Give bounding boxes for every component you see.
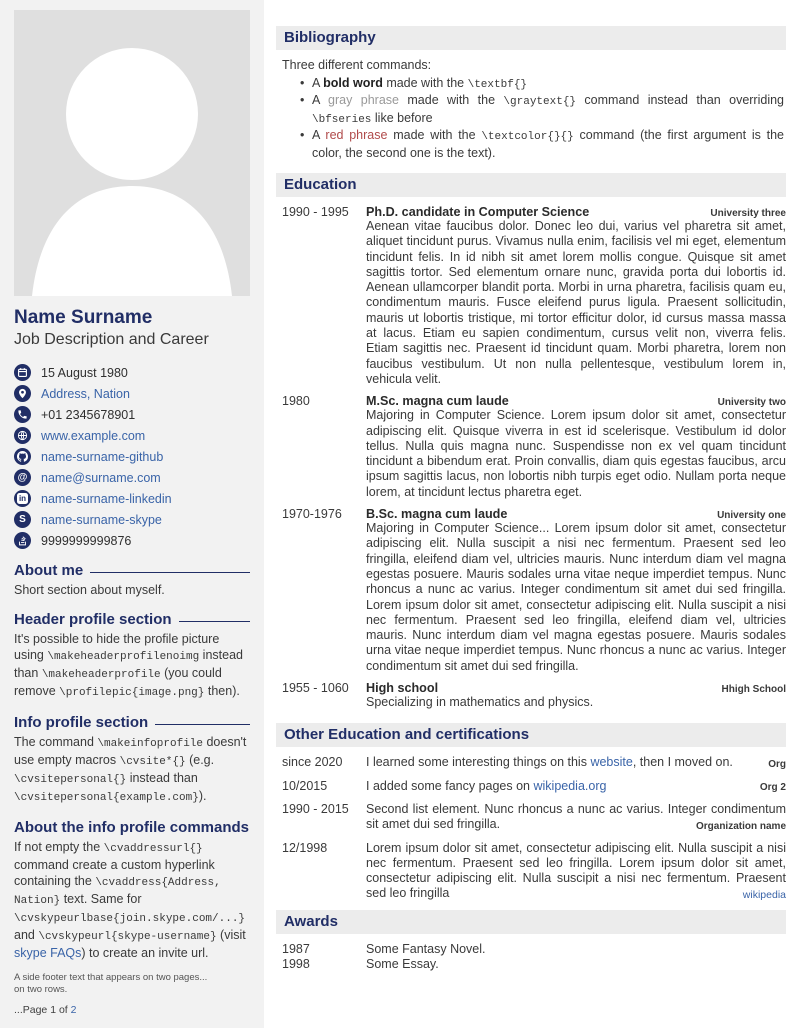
row-date: 10/2015 <box>282 778 328 793</box>
entry-description: Specializing in mathematics and physics. <box>366 695 594 710</box>
main-column <box>276 0 786 973</box>
row-text: I learned some interesting things on this website, then I moved on. <box>366 755 733 770</box>
row-organization: Organization name <box>695 820 786 832</box>
contact-linkedin <box>14 490 250 507</box>
bibliography-item: • A gray phrase made with the \graytext{} command instead than overriding \bfseries like before <box>312 93 786 128</box>
email-link[interactable]: name@surname.com <box>41 470 161 485</box>
sidebar-section-title: About me <box>14 562 250 579</box>
sidebar-section-header-profile <box>14 611 250 701</box>
section-awards <box>276 910 786 973</box>
education-entry-highschool <box>276 681 786 710</box>
section-header-awards: Awards <box>276 910 786 934</box>
row-text: I added some fancy pages on wikipedia.org <box>366 778 607 793</box>
award-row <box>276 942 786 958</box>
sidebar-section-body: It's possible to hide the profile picture using \makeheaderprofilenoimg instead than \makeheaderprofile (you could remove \profilepic{image.png} then). <box>14 632 243 699</box>
entry-date: 1990 - 1995 <box>282 205 349 219</box>
award-text: Some Fantasy Novel. <box>366 941 486 956</box>
bibliography-item: • A bold word made with the \textbf{} <box>312 76 786 94</box>
contact-stackoverflow: 9999999999876 <box>14 532 250 549</box>
award-year: 1998 <box>282 957 310 972</box>
skype-icon: S <box>14 511 31 528</box>
sidebar-section-about-me <box>14 562 250 598</box>
location-icon <box>14 385 31 402</box>
other-education-row <box>276 802 786 833</box>
github-icon <box>14 448 31 465</box>
other-education-row <box>276 779 786 794</box>
sidebar-section-body: The command \makeinfoprofile doesn't use empty macros \cvsite*{} (e.g. \cvsitepersonal{} instead than \cvsitepersonal{example.com}). <box>14 735 247 804</box>
skype-link[interactable]: name-surname-skype <box>41 512 162 527</box>
next-page-link[interactable]: 2 <box>70 1004 77 1016</box>
calendar-icon <box>14 364 31 381</box>
github-link[interactable]: name-surname-github <box>41 449 164 464</box>
contact-birthdate: 15 August 1980 <box>14 364 250 381</box>
phone-icon <box>14 406 31 423</box>
page-indicator: ...Page 1 of 2 <box>14 1004 77 1016</box>
section-header-education: Education <box>276 173 786 197</box>
sidebar <box>0 0 264 1028</box>
footer-note-line2: on two rows. <box>14 984 68 995</box>
entry-description: Majoring in Computer Science... Lorem ipsum dolor sit amet, consectetur adipiscing elit. Nulla suscipit a nisi nec fermentum. Praesent sed leo fringilla, eleifend diam vel, ultricies mauris. Nunc interdum diam vel magna egestas posuere. Mauris sodales urna vitae neque imperdiet tempus. Nunc rhoncus a nunc ac varius. Integer condimentum sit amet dui sed fringilla. Lorem ipsum dolor sit amet, consectetur adipiscing elit. Nulla suscipit a nisi nec fermentum. Praesent sed leo fringilla, eleifend diam vel, ultricies mauris. Nunc interdum diam vel magna egestas posuere. Mauris sodales urna vitae neque imperdiet tempus. Nunc rhoncus a nunc ac varius. Integer condimentum sit amet dui sed fringilla. <box>366 521 786 673</box>
section-header-bibliography: Bibliography <box>276 26 786 50</box>
education-entry-bsc <box>276 507 786 674</box>
contact-website <box>14 427 250 444</box>
sidebar-section-info-commands <box>14 819 250 961</box>
row-organization: Org <box>768 758 786 770</box>
contact-email <box>14 469 250 486</box>
bibliography-list <box>276 76 786 162</box>
education-entry-msc <box>276 394 786 500</box>
sidebar-section-title: Info profile section <box>14 714 250 731</box>
inline-link[interactable]: skype FAQs <box>14 946 82 960</box>
bibliography-intro: Three different commands: <box>282 58 432 72</box>
entry-institution: University three <box>710 208 786 219</box>
other-education-row <box>276 841 786 902</box>
row-text: Second list element. Nunc rhoncus a nunc ac varius. Integer condimentum sit amet dui sed fringilla. <box>366 801 786 832</box>
title-rule <box>179 621 250 622</box>
section-header-other-education: Other Education and certifications <box>276 723 786 747</box>
stackoverflow-icon <box>14 532 31 549</box>
contact-github <box>14 448 250 465</box>
entry-date: 1970-1976 <box>282 507 342 522</box>
section-education <box>276 173 786 710</box>
contact-skype <box>14 511 250 528</box>
linkedin-icon: in <box>14 490 31 507</box>
title-rule <box>155 724 250 725</box>
sidebar-section-body: Short section about myself. <box>14 583 165 597</box>
entry-degree: High school <box>366 681 439 696</box>
contact-phone: +01 2345678901 <box>14 406 250 423</box>
website-link[interactable]: www.example.com <box>41 428 146 443</box>
section-bibliography <box>276 26 786 161</box>
contact-list <box>14 364 250 549</box>
award-text: Some Essay. <box>366 957 439 972</box>
entry-institution: Hhigh School <box>721 684 786 696</box>
other-education-row <box>276 755 786 770</box>
entry-degree: Ph.D. candidate in Computer Science <box>366 205 590 219</box>
entry-date: 1955 - 1060 <box>282 681 349 696</box>
side-footer <box>14 972 250 1016</box>
entry-description: Aenean vitae faucibus dolor. Donec leo dui, varius vel pharetra sit amet, aliquet tincidunt purus. Vivamus nulla enim, facilisis vel mi eget, elementum tincidunt felis. In id nibh sit amet lorem mollis congue. Quisque sit amet sagittis tortor. Sed elementum ornare nunc, gravida porta dui lobortis id. Aenean ullamcorper blandit porta. Morbi in urna pharetra, facilisis quam eu, condimentum mauris. Fusce eleifend purus ligula. Praesent sollicitudin, mauris ut lobortis tristique, mi tortor efficitur dolor, id cursus massa massa at lacus. Etiam eu sapien condimentum, cursus velit non, viverra felis. Etiam sagittis nec. Praesent id tincidunt quam. Morbi pharetra, lorem non faucibus vestibulum. Ut non nulla pellentesque, vestibulum lorem in, vehicula velit. <box>366 219 786 386</box>
entry-institution: University one <box>717 510 786 522</box>
person-silhouette-icon <box>14 10 250 296</box>
row-text: Lorem ipsum dolor sit amet, consectetur adipiscing elit. Nulla suscipit a nisi nec fermentum. Praesent sed leo fringilla. Lorem ipsum dolor sit amet, consectetur adipiscing elit. Nulla suscipit a nisi nec fermentum. Praesent sed leo fringilla <box>366 840 786 901</box>
row-date: 12/1998 <box>282 840 328 855</box>
linkedin-link[interactable]: name-surname-linkedin <box>41 491 172 506</box>
sidebar-section-body: If not empty the \cvaddressurl{} command create a custom hyperlink containing the \cvaddress{Address, Nation} text. Same for \cvskypeurlbase{join.skype.com/...} and \cvskypeurl{skype-username} (visit skype FAQs) to create an invite url. <box>14 840 246 960</box>
sidebar-section-info-profile <box>14 714 250 806</box>
footer-note-line1: A side footer text that appears on two pages... <box>14 972 208 983</box>
contact-address <box>14 385 250 402</box>
row-organization: Org 2 <box>759 781 786 793</box>
award-year: 1987 <box>282 941 310 956</box>
entry-description: Majoring in Computer Science. Lorem ipsum dolor sit amet, consectetur adipiscing elit. Quisque viverra in est id scelerisque. Vestibulum id dolor tellus. Nulla quis magna nunc. Suspendisse non ex vel quam tincidunt tincidunt a bibendum erat. Proin convallis, diam quis egestas faucibus, arcu ipsum sagittis lacus, non lobortis nibh turpis eget odio. Nullam porta neque lorem, at tincidunt lectus pharetra eget. <box>366 408 786 499</box>
sidebar-section-title: About the info profile commands <box>14 819 249 836</box>
entry-date: 1980 <box>282 394 310 409</box>
address-link[interactable]: Address, Nation <box>41 386 130 401</box>
education-entry-phd <box>276 205 786 387</box>
globe-icon <box>14 427 31 444</box>
section-other-education <box>276 723 786 901</box>
job-title: Job Description and Career <box>14 331 209 348</box>
row-date: since 2020 <box>282 755 343 770</box>
row-date: 1990 - 2015 <box>282 801 349 816</box>
entry-degree: M.Sc. magna cum laude <box>366 394 509 409</box>
sidebar-section-title: Header profile section <box>14 611 250 628</box>
entry-institution: University two <box>717 397 786 409</box>
row-organization-link[interactable]: wikipedia <box>742 888 786 901</box>
award-row <box>276 957 786 973</box>
title-rule <box>90 572 250 573</box>
profile-photo-placeholder <box>14 10 250 296</box>
person-name: Name Surname <box>14 307 153 328</box>
bibliography-item: • A red phrase made with the \textcolor{}{} command (the first argument is the color, the second one is the text). <box>312 128 786 161</box>
inline-link[interactable]: website <box>590 755 633 770</box>
entry-degree: B.Sc. magna cum laude <box>366 507 508 522</box>
at-icon: @ <box>14 469 31 486</box>
inline-link[interactable]: wikipedia.org <box>533 778 607 793</box>
